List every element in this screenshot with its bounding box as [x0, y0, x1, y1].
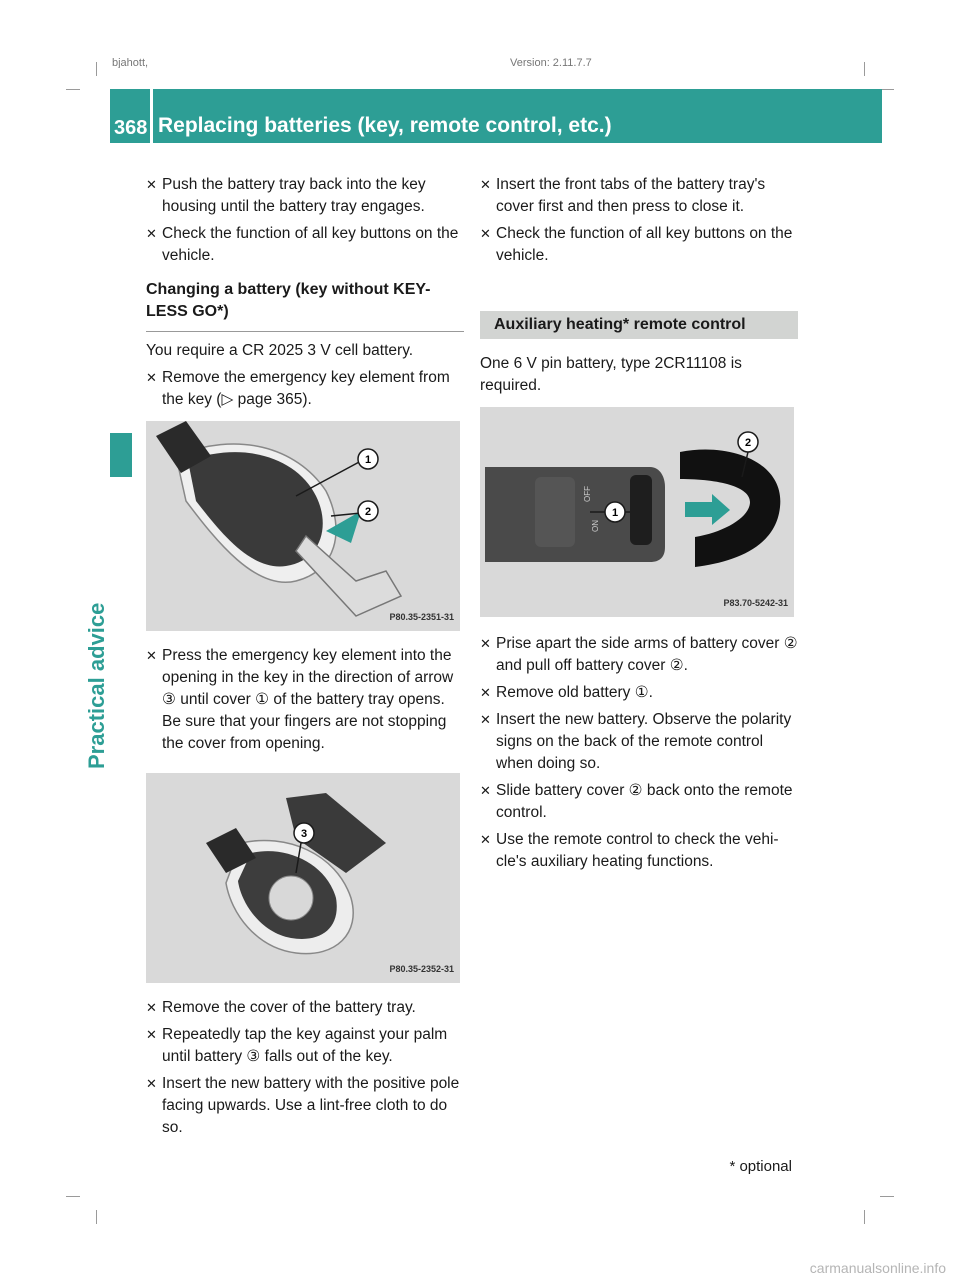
intro-text: You require a CR 2025 3 V cell battery.: [146, 342, 414, 359]
page-header: [110, 89, 882, 143]
crop-mark: [880, 89, 894, 90]
instruction-step: ✕ Push the battery tray back into the key housing until the battery tray engages.: [146, 176, 426, 215]
step-marker-icon: ✕: [146, 1000, 157, 1015]
section-title-vertical: Practical advice: [84, 602, 109, 769]
instruction-step: ✕ Check the function of all key buttons on the vehicle.: [146, 225, 459, 264]
crop-mark: [880, 1196, 894, 1197]
figure-code: P80.35-2351-31: [389, 612, 454, 622]
right-column: [480, 174, 798, 878]
instruction-step: ✕ Insert the front tabs of the battery tray's cover first and then press to close it.: [480, 176, 766, 215]
intro-text: One 6 V pin battery, type 2CR11108 is required.: [480, 355, 742, 394]
step-marker-icon: ✕: [146, 1027, 157, 1042]
remote-control-figure: [480, 407, 794, 617]
instruction-step: ✕ Prise apart the side arms of battery cover ② and pull off battery cover ②.: [480, 635, 798, 674]
instruction-step: ✕ Remove old battery ①.: [480, 682, 798, 704]
left-column: [146, 174, 464, 1144]
instruction-step: ✕ Press the emergency key element into the opening in the key in the direction of arrow ③ until cover ① of the battery tray opens. Be sure that your fingers are not stopping the cover from opening.: [146, 647, 454, 752]
print-meta-left: bjahott,: [112, 58, 149, 68]
callout-1: 1: [364, 454, 372, 466]
callout-2: 2: [744, 437, 752, 449]
instruction-step: ✕ Use the remote control to check the vehi-cle's auxiliary heating functions.: [480, 831, 779, 870]
step-marker-icon: ✕: [146, 648, 157, 663]
callout-1: 1: [611, 507, 619, 519]
step-marker-icon: ✕: [146, 370, 157, 385]
page-number: 368: [114, 117, 148, 139]
instruction-step: ✕ Check the function of all key buttons on the vehicle.: [480, 225, 793, 264]
figure-code: P83.70-5242-31: [723, 598, 788, 608]
battery-tray-illustration: [146, 773, 460, 983]
crop-mark: [96, 62, 97, 76]
crop-mark: [864, 62, 865, 76]
section-sidebar: [78, 89, 132, 1284]
section-tab-marker: [110, 433, 132, 477]
instruction-step: ✕ Slide battery cover ② back onto the remote control.: [480, 782, 793, 821]
key-battery-tray-figure: [146, 773, 460, 983]
crop-mark: [864, 1210, 865, 1224]
key-emergency-figure: [146, 421, 460, 631]
key-illustration: [146, 421, 460, 631]
step-marker-icon: ✕: [480, 832, 491, 847]
step-marker-icon: ✕: [146, 1076, 157, 1091]
instruction-step: ✕ Remove the emergency key element from the key (▷ page 365).: [146, 369, 450, 408]
page-title: Replacing batteries (key, remote control, etc.): [158, 114, 612, 137]
section-heading-auxiliary-heating: Auxiliary heating* remote control: [480, 311, 798, 339]
step-marker-icon: ✕: [480, 783, 491, 798]
section-heading-key-battery: Changing a battery (key without KEY-LESS GO*): [146, 279, 464, 332]
instruction-step: ✕ Insert the new battery. Observe the polarity signs on the back of the remote control when doing so.: [480, 711, 792, 772]
callout-3: 3: [300, 828, 308, 840]
footnote-optional: * optional: [729, 1158, 792, 1175]
instruction-step: ✕ Remove the cover of the battery tray.: [146, 997, 464, 1019]
step-marker-icon: ✕: [480, 685, 491, 700]
print-meta-right: Version: 2.11.7.7: [510, 58, 592, 68]
step-marker-icon: ✕: [480, 636, 491, 651]
step-marker-icon: ✕: [480, 226, 491, 241]
watermark-text: carmanualsonline.info: [809, 1260, 946, 1276]
step-marker-icon: ✕: [480, 712, 491, 727]
step-marker-icon: ✕: [146, 226, 157, 241]
step-marker-icon: ✕: [480, 177, 491, 192]
figure-code: P80.35-2352-31: [389, 964, 454, 974]
callout-2: 2: [364, 506, 372, 518]
remote-on-label: ON: [591, 520, 600, 532]
instruction-step: ✕ Insert the new battery with the positive pole facing upwards. Use a lint-free cloth to do so.: [146, 1075, 460, 1136]
step-marker-icon: ✕: [146, 177, 157, 192]
header-divider: [150, 89, 153, 143]
remote-illustration: [480, 407, 794, 617]
remote-off-label: OFF: [583, 486, 592, 502]
instruction-step: ✕ Repeatedly tap the key against your palm until battery ③ falls out of the key.: [146, 1026, 448, 1065]
